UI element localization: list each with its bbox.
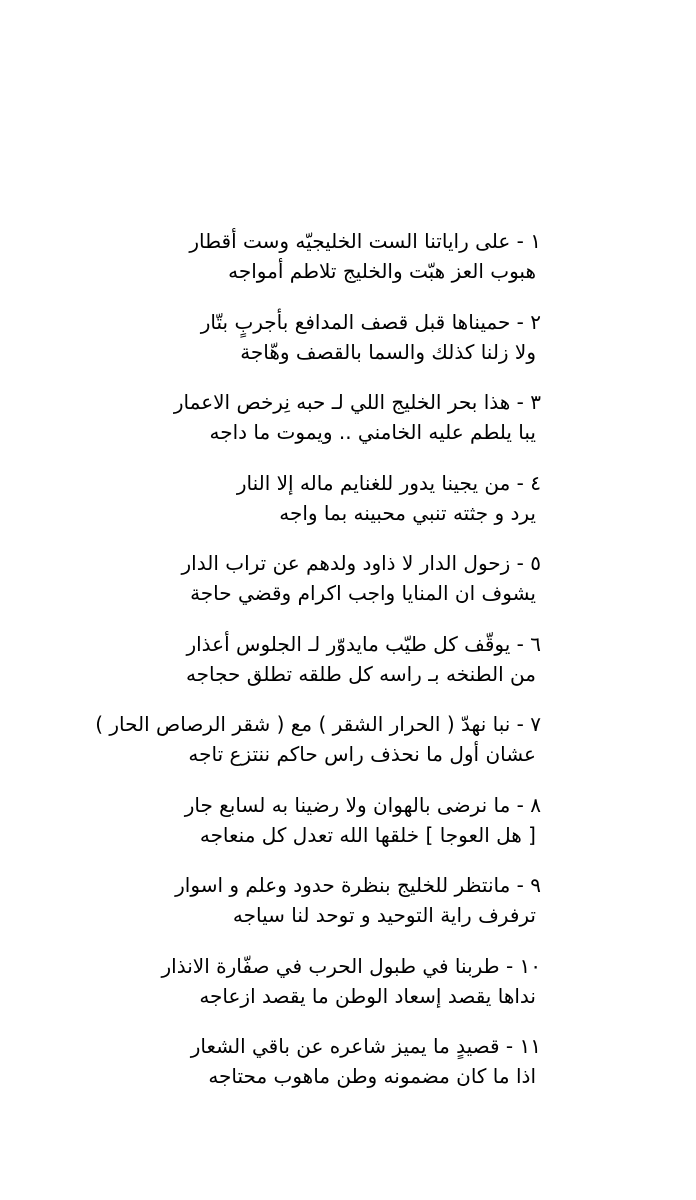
- stanza-5: [0, 548, 696, 629]
- verse-line: ٢ - حميناها قبل قصف المدافع بأجربٍ بتّار: [200, 309, 541, 334]
- verse-line: ترفرف راية التوحيد و توحد لنا سياجه: [232, 903, 536, 927]
- verse-line: ١٠ - طربنا في طبول الحرب في صفّارة الانذار: [161, 953, 541, 978]
- stanza-4: [0, 468, 696, 549]
- verse-line: هبوب العز هبّت والخليج تلاطم أمواجه: [228, 259, 536, 283]
- verse-line: ١١ - قصيدٍ ما يميز شاعره عن باقي الشعار: [190, 1034, 541, 1058]
- verse-line: ٣ - هذا بحر الخليج اللي لـ حبه نِرخص الاعمار: [173, 390, 541, 414]
- stanza-9: [0, 870, 696, 951]
- verse-line: ٤ - من يجينا يدور للغنايم ماله إلا النار: [236, 470, 541, 495]
- verse-line: من الطنخه بـ راسه كل طلقه تطلق حجاجه: [185, 661, 536, 686]
- verse-line: اذا ما كان مضمونه وطن ماهوب محتاجه: [208, 1064, 536, 1088]
- poem-body: [0, 226, 696, 1112]
- verse-line: عشان أول ما نحذف راس حاكم ننتزع تاجه: [188, 742, 536, 766]
- verse-line: ٧ - نبا نهدّ ( الحرار الشقر ) مع ( شقر الرصاص الحار ): [95, 712, 541, 736]
- stanza-11: [0, 1031, 696, 1112]
- verse-line: يشوف ان المنايا واجب اكرام وقضي حاجة: [190, 581, 536, 605]
- stanza-6: [0, 629, 696, 710]
- stanza-1: [0, 226, 696, 307]
- verse-line: يرد و جثته تنبي محبينه بما واجه: [279, 500, 536, 525]
- stanza-7: [0, 709, 696, 790]
- verse-line: يبا يلطم عليه الخامني .. ويموت ما داجه: [209, 420, 536, 444]
- verse-line: ٩ - مانتظر للخليج بنظرة حدود وعلم و اسوار: [175, 873, 541, 897]
- stanza-2: [0, 307, 696, 388]
- stanza-3: [0, 387, 696, 468]
- stanza-8: [0, 790, 696, 871]
- verse-line: ٥ - زحول الدار لا ذاود ولدهم عن تراب الدار: [181, 551, 541, 575]
- verse-line: ٦ - يوقّف كل طيّب مايدوّر لـ الجلوس أعذار: [186, 631, 541, 656]
- verse-line: ٨ - ما نرضى بالهوان ولا رضينا به لسابع جار: [184, 792, 541, 817]
- verse-line: ١ - على راياتنا الست الخليجيّه وست أقطار: [189, 229, 541, 253]
- verse-line: نداها يقصد إسعاد الوطن ما يقصد ازعاجه: [199, 983, 536, 1008]
- verse-line: [ هل العوجا ] خلقها الله تعدل كل منعاجه: [199, 822, 536, 847]
- stanza-10: [0, 951, 696, 1032]
- verse-line: ولا زلنا كذلك والسما بالقصف وهّاجة: [240, 339, 536, 364]
